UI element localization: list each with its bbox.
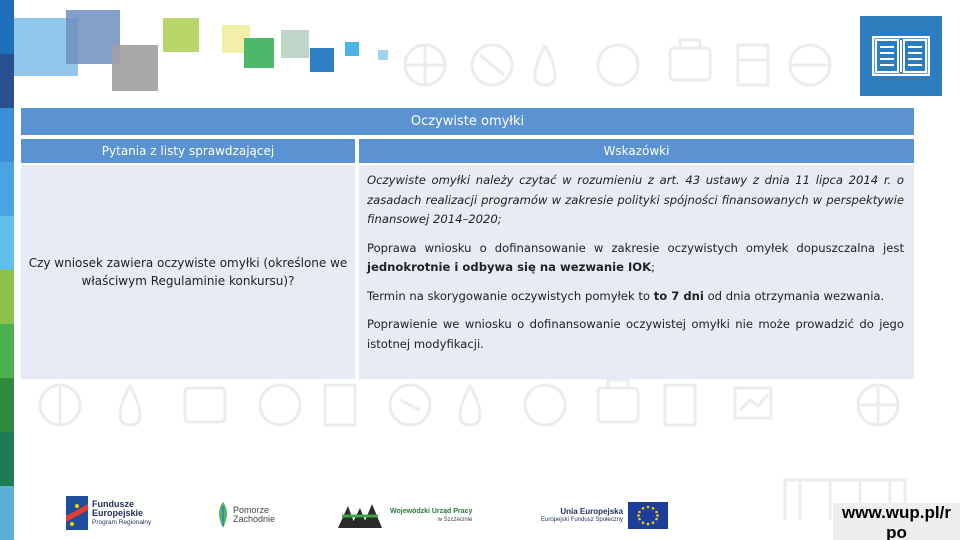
fe-emblem-icon: [66, 496, 88, 530]
hint-3: Termin na skorygowanie oczywistych pomyłek to to 7 dni od dnia otrzymania wezwania.: [367, 288, 885, 303]
logo-unia-europejska: Unia Europejska Europejski Fundusz Społeczny: [541, 502, 668, 529]
eu-stars-icon: [628, 502, 668, 529]
hint-2: Poprawa wniosku o dofinansowanie w zakresie oczywistych omyłek dopuszczalna jest jednokrotnie i odbywa się na wezwanie IOK;: [367, 240, 904, 274]
logo-pomorze-zachodnie: Pomorze Zachodnie: [216, 502, 275, 528]
question-text: Czy wniosek zawiera oczywiste omyłki (określone we właściwym Regulaminie konkursu)?: [28, 256, 348, 288]
question-cell: [21, 165, 355, 379]
column-header-questions: Pytania z listy sprawdzającej: [21, 139, 355, 163]
book-icon-box: [860, 16, 942, 96]
hint-4: Poprawienie we wniosku o dofinansowanie oczywistej omyłki nie może prowadzić do jego istotnej modyfikacji.: [367, 317, 904, 351]
table-title: Oczywiste omyłki: [21, 108, 914, 135]
website-url[interactable]: www.wup.pl/r po: [833, 503, 960, 540]
book-icon: [872, 36, 930, 76]
logo-fundusze-europejskie: Fundusze Europejskie Program Regionalny: [66, 496, 151, 530]
hint-1: Oczywiste omyłki należy czytać w rozumieniu z art. 43 ustawy z dnia 11 lipca 2014 r. o zasadach realizacji programów w zakresie polityki spójności finansowanych w perspektywie finansowej 2014–2020;: [367, 173, 904, 226]
pomorze-leaf-icon: [216, 502, 230, 528]
wup-emblem-icon: [336, 500, 384, 532]
logo-wup-szczecin: Wojewódzki Urząd Pracy w Szczecinie: [336, 500, 472, 532]
hints-cell: [359, 165, 914, 379]
column-header-hints: Wskazówki: [359, 139, 914, 163]
